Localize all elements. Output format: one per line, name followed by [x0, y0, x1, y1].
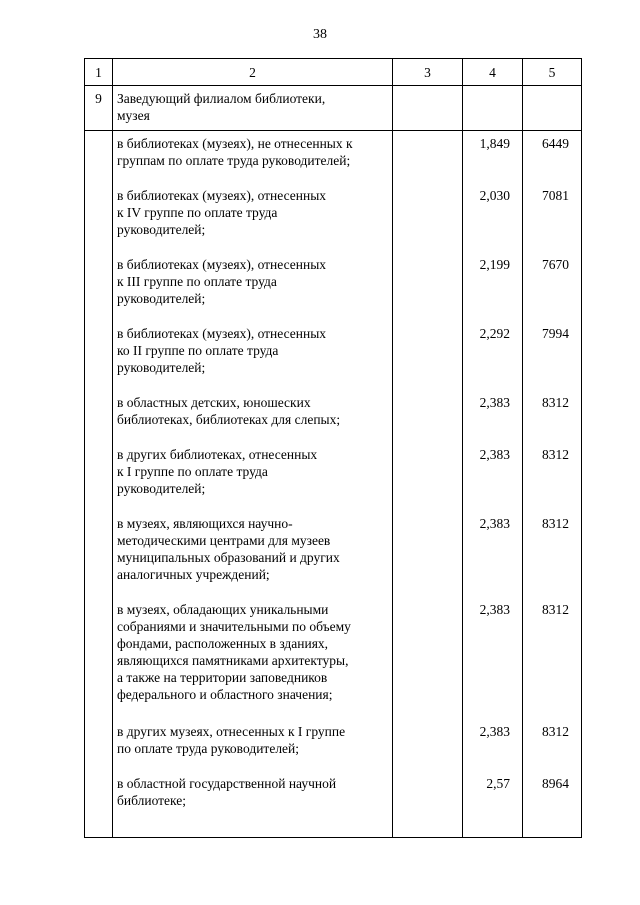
- item-description: [113, 442, 393, 511]
- description-line: являющихся памятниками архитектуры,: [117, 653, 349, 668]
- description-line: руководителей;: [117, 481, 206, 496]
- header-cell-1: 1: [85, 59, 113, 86]
- description-line: в других музеях, отнесенных к I группе: [117, 724, 346, 739]
- coefficient-cell: 2,383: [463, 442, 523, 511]
- position-title: Заведующий филиалом библиотеки, музея: [113, 86, 393, 131]
- description-line: к IV группе по оплате труда: [117, 205, 278, 220]
- empty-cell: [85, 183, 113, 252]
- amount-cell: 8312: [523, 719, 582, 771]
- description-line: собраниями и значительными по объему: [117, 619, 351, 634]
- description-line: в музеях, обладающих уникальными: [117, 602, 329, 617]
- item-description: [113, 511, 393, 597]
- empty-cell: [393, 252, 463, 321]
- description-line: по оплате труда руководителей;: [117, 741, 300, 756]
- description-line: к I группе по оплате труда: [117, 464, 268, 479]
- description-line: к III группе по оплате труда: [117, 274, 277, 289]
- empty-cell: [85, 321, 113, 390]
- description-line: библиотеке;: [117, 793, 187, 808]
- table-row: [85, 131, 582, 184]
- row-number: 9: [85, 86, 113, 131]
- header-cell-4: 4: [463, 59, 523, 86]
- empty-cell: [85, 597, 113, 719]
- amount-cell: 7994: [523, 321, 582, 390]
- item-description: [113, 183, 393, 252]
- item-description: [113, 252, 393, 321]
- empty-cell: [393, 597, 463, 719]
- coefficient-cell: 1,849: [463, 131, 523, 184]
- description-line: библиотеках, библиотеках для слепых;: [117, 412, 341, 427]
- header-cell-2: 2: [113, 59, 393, 86]
- amount-cell: 6449: [523, 131, 582, 184]
- item-description: [113, 390, 393, 442]
- empty-cell: [523, 86, 582, 131]
- salary-table: [84, 58, 582, 838]
- empty-cell: [463, 86, 523, 131]
- description-line: муниципальных образований и других: [117, 550, 340, 565]
- amount-cell: 7670: [523, 252, 582, 321]
- table-row: [85, 321, 582, 390]
- item-description: [113, 597, 393, 719]
- description-line: в областных детских, юношеских: [117, 395, 311, 410]
- description-line: ко II группе по оплате труда: [117, 343, 279, 358]
- table-row: [85, 597, 582, 719]
- description-line: а также на территории заповедников: [117, 670, 328, 685]
- empty-cell: [85, 390, 113, 442]
- coefficient-cell: 2,030: [463, 183, 523, 252]
- description-line: руководителей;: [117, 291, 206, 306]
- description-line: группам по оплате труда руководителей;: [117, 153, 351, 168]
- empty-cell: [393, 131, 463, 184]
- description-line: руководителей;: [117, 222, 206, 237]
- empty-cell: [85, 771, 113, 838]
- empty-cell: [393, 719, 463, 771]
- coefficient-cell: 2,199: [463, 252, 523, 321]
- description-line: методическими центрами для музеев: [117, 533, 331, 548]
- header-cell-5: 5: [523, 59, 582, 86]
- empty-cell: [393, 511, 463, 597]
- amount-cell: 8312: [523, 597, 582, 719]
- description-line: аналогичных учреждений;: [117, 567, 270, 582]
- description-line: в библиотеках (музеях), не отнесенных к: [117, 136, 353, 151]
- empty-cell: [393, 390, 463, 442]
- empty-cell: [393, 321, 463, 390]
- empty-cell: [85, 252, 113, 321]
- table-row: [85, 511, 582, 597]
- empty-cell: [393, 442, 463, 511]
- description-line: в библиотеках (музеях), отнесенных: [117, 257, 327, 272]
- table-row: [85, 719, 582, 771]
- coefficient-cell: 2,383: [463, 390, 523, 442]
- empty-cell: [85, 131, 113, 184]
- amount-cell: 8312: [523, 442, 582, 511]
- table-row: [85, 252, 582, 321]
- empty-cell: [85, 719, 113, 771]
- empty-cell: [85, 442, 113, 511]
- empty-cell: [393, 771, 463, 838]
- empty-cell: [393, 183, 463, 252]
- table-row: [85, 442, 582, 511]
- amount-cell: 8312: [523, 511, 582, 597]
- amount-cell: 8312: [523, 390, 582, 442]
- amount-cell: 7081: [523, 183, 582, 252]
- table-row: [85, 183, 582, 252]
- description-line: федерального и областного значения;: [117, 687, 333, 702]
- description-line: в областной государственной научной: [117, 776, 337, 791]
- amount-cell: 8964: [523, 771, 582, 838]
- description-line: фондами, расположенных в зданиях,: [117, 636, 329, 651]
- description-line: в библиотеках (музеях), отнесенных: [117, 188, 327, 203]
- coefficient-cell: 2,383: [463, 597, 523, 719]
- item-description: [113, 771, 393, 838]
- coefficient-cell: 2,383: [463, 511, 523, 597]
- position-row: [85, 86, 582, 131]
- item-description: [113, 321, 393, 390]
- empty-cell: [393, 86, 463, 131]
- item-description: [113, 719, 393, 771]
- header-row: [85, 59, 582, 86]
- description-line: в библиотеках (музеях), отнесенных: [117, 326, 327, 341]
- coefficient-cell: 2,57: [463, 771, 523, 838]
- page-number: 38: [313, 27, 327, 42]
- item-description: [113, 131, 393, 184]
- description-line: в музеях, являющихся научно-: [117, 516, 293, 531]
- coefficient-cell: 2,292: [463, 321, 523, 390]
- table-row: [85, 771, 582, 838]
- description-line: руководителей;: [117, 360, 206, 375]
- coefficient-cell: 2,383: [463, 719, 523, 771]
- table-row: [85, 390, 582, 442]
- header-cell-3: 3: [393, 59, 463, 86]
- description-line: в других библиотеках, отнесенных: [117, 447, 318, 462]
- empty-cell: [85, 511, 113, 597]
